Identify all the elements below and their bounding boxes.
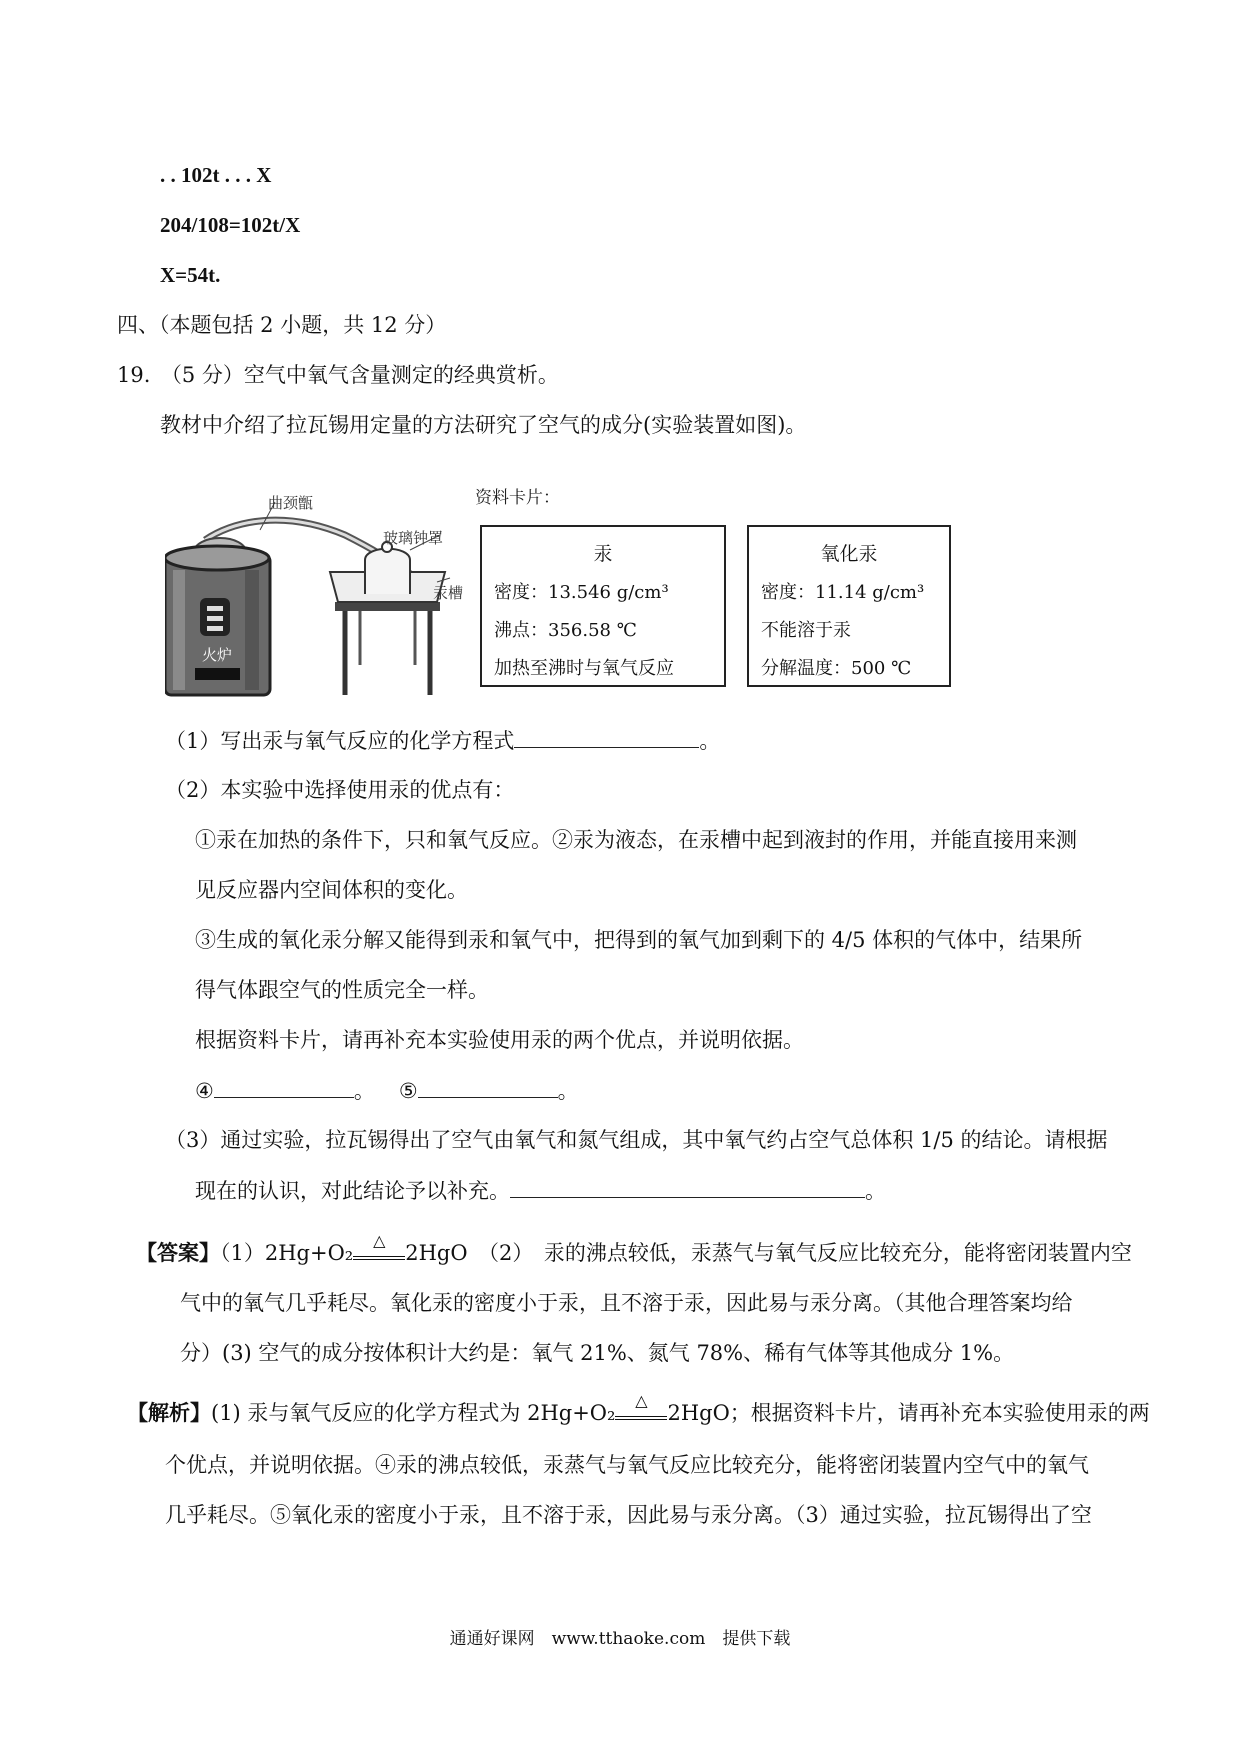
card-oxide-title: 氧化汞 (820, 543, 878, 565)
analysis-tag: 【解析】 (127, 1401, 211, 1425)
card-oxide (747, 525, 951, 687)
card-oxide-density: 密度：11.14 g/cm³ (761, 582, 925, 603)
analysis-line-3: 几乎耗尽。⑤氧化汞的密度小于汞，且不溶于汞，因此易与汞分离。（3）通过实验，拉瓦锡得出了空 (165, 1503, 1092, 1527)
bell-jar-label: 玻璃钟罩 (383, 529, 444, 547)
q3-end: 。 (865, 1179, 886, 1203)
item-4-blank[interactable] (214, 1075, 354, 1098)
answer-tag: 【答案】 (136, 1241, 220, 1265)
trough-label: 汞槽 (433, 584, 464, 602)
item-5-marker: ⑤ (398, 1079, 418, 1103)
q1-end: 。 (699, 729, 721, 753)
q1-line (165, 725, 720, 756)
question-intro: 教材中介绍了拉瓦锡用定量的方法研究了空气的成分(实验装置如图)。 (160, 413, 807, 437)
q3-line-a: （3）通过实验，拉瓦锡得出了空气由氧气和氮气组成，其中氧气约占空气总体积 1/5 的结论。请根据 (165, 1128, 1108, 1152)
q2-blanks-line (195, 1075, 579, 1106)
item-4-marker: ④ (195, 1079, 214, 1103)
answer-line-1 (136, 1231, 1132, 1268)
section-heading: 四、（本题包括 2 小题，共 12 分） (117, 313, 447, 337)
q2-p3: 根据资料卡片，请再补充本实验使用汞的两个优点，并说明依据。 (195, 1028, 804, 1052)
answer-line-2: 气中的氧气几乎耗尽。氧化汞的密度小于汞，且不溶于汞，因此易与汞分离。（其他合理答案均给 (180, 1291, 1073, 1315)
card-mercury (480, 525, 726, 687)
question-title: 19. （5 分）空气中氧气含量测定的经典赏析。 (117, 363, 559, 387)
analysis-post: 2HgO；根据资料卡片，请再补充本实验使用汞的两 (667, 1401, 1150, 1425)
analysis-heat-condition (615, 1391, 667, 1420)
card-heading: 资料卡片： (475, 488, 560, 508)
q3-answer-blank[interactable] (510, 1175, 865, 1198)
q2-p1b: 见反应器内空间体积的变化。 (195, 878, 468, 902)
bell-jar (365, 549, 410, 594)
table-top (335, 602, 440, 611)
q2-p1a: ①汞在加热的条件下，只和氧气反应。②汞为液态，在汞槽中起到液封的作用，并能直接用来测 (195, 828, 1077, 852)
q2-text: （2）本实验中选择使用汞的优点有： (165, 778, 515, 802)
card-mercury-title: 汞 (593, 543, 613, 565)
card-mercury-density: 密度：13.546 g/cm³ (494, 582, 669, 603)
analysis-pre: (1) 汞与氧气反应的化学方程式为 2Hg+O₂ (211, 1401, 616, 1425)
analysis-delta-icon: △ (635, 1391, 648, 1410)
calc-line-3: X=54t. (160, 263, 221, 287)
apparatus-figure (165, 490, 470, 705)
answer-rest-1: （2） 汞的沸点较低，汞蒸气与氧气反应比较充分，能将密闭装置内空 (467, 1241, 1132, 1265)
q1-answer-blank[interactable] (514, 725, 699, 748)
analysis-line-1 (127, 1391, 1150, 1428)
item-5-end: 。 (557, 1079, 579, 1103)
calc-line-1: . . 102t . . . X (160, 163, 272, 187)
answer-eq-left: （1）2Hg+O₂ (220, 1241, 354, 1265)
footer-text: 通通好课网 www.tthaoke.com 提供下载 (449, 1629, 791, 1649)
retort-label: 曲颈甑 (268, 494, 314, 512)
card-mercury-boiling: 沸点：356.58 ℃ (494, 620, 637, 641)
item-4-end: 。 (353, 1079, 375, 1103)
q2-p2b: 得气体跟空气的性质完全一样。 (195, 978, 489, 1002)
analysis-line-2: 个优点，并说明依据。④汞的沸点较低，汞蒸气与氧气反应比较充分，能将密闭装置内空气中的氧气 (165, 1453, 1089, 1477)
calc-line-2: 204/108=102t/X (160, 213, 301, 237)
answer-eq-right: 2HgO (405, 1241, 468, 1265)
q1-text: （1）写出汞与氧气反应的化学方程式 (165, 729, 515, 753)
delta-icon: △ (373, 1231, 386, 1250)
heat-condition (353, 1231, 405, 1260)
answer-line-3: 分）(3) 空气的成分按体积计大约是：氧气 21%、氮气 78%、稀有气体等其他成分 1%。 (180, 1341, 1015, 1365)
card-mercury-reaction: 加热至沸时与氧气反应 (494, 658, 674, 679)
q3-line-b (195, 1175, 886, 1206)
q3-text: 现在的认识，对此结论予以补充。 (195, 1179, 510, 1203)
item-5-blank[interactable] (418, 1075, 558, 1098)
card-oxide-decomp: 分解温度：500 ℃ (761, 658, 912, 679)
furnace-label: 火炉 (201, 646, 233, 664)
q2-p2a: ③生成的氧化汞分解又能得到汞和氧气中，把得到的氧气加到剩下的 4/5 体积的气体中，结果所 (195, 928, 1083, 952)
card-oxide-solubility: 不能溶于汞 (761, 620, 851, 641)
